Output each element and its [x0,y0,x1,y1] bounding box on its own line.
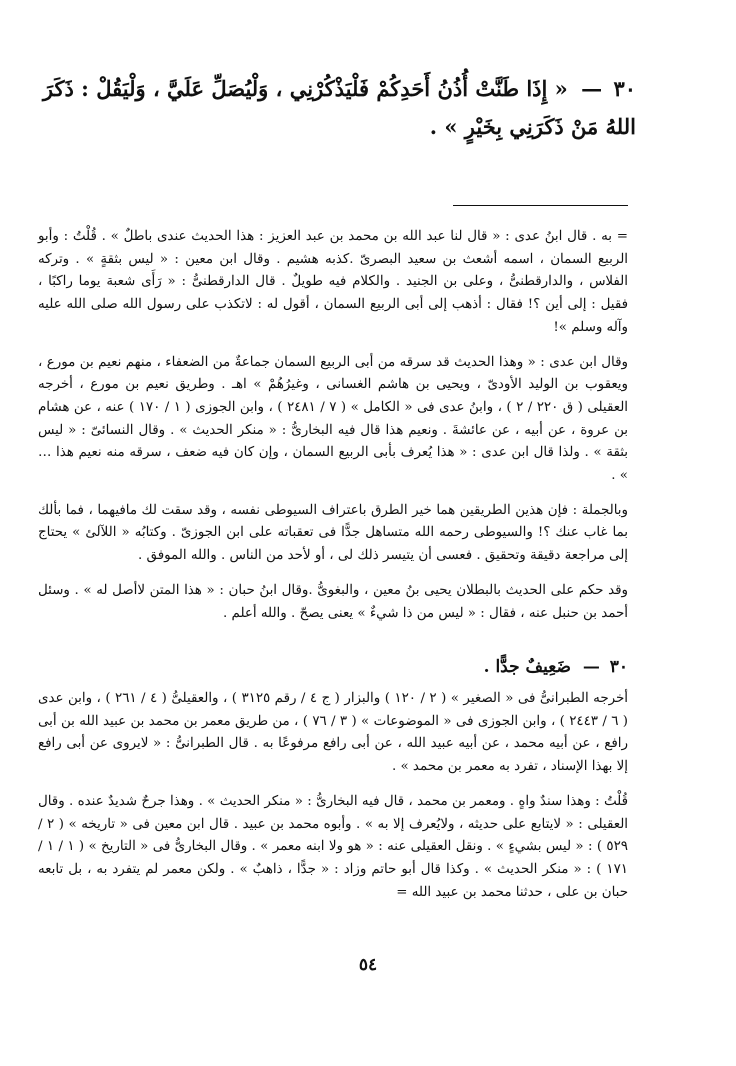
grade-number: ٣٠ [609,657,628,677]
page-number: ٥٤ [358,955,378,975]
grade-heading [38,654,628,680]
footnote-paragraph: وقد حكم على الحديث بالبطلان يحيى بنُ معين ، والبغوىُّ .وقال ابنُ حبان : « هذا المتن لاأصل له » . وسئل أحمد بن حنبل عنه ، فقال : « ليس من ذا شيءٌ » يعنى يصحّ . والله أعلم . [38,582,628,621]
hadith-text [36,70,636,146]
footnote-separator [453,205,628,206]
body-paragraph: أخرجه الطبرانىُّ فى « الصغير » ( ٢ / ١٢٠ ) والبزار ( ج ٤ / رقم ٣١٢٥ ) ، والعقيلىُّ ( ٤ / ٢٦١ ) ، وابن عدى ( ٦ / ٢٤٤٣ ) ، وابن الجوزى فى « الموضوعات » ( ٣ / ٧٦ ) ، من طريق معمر بن محمد بن عبيد الله بن أبى رافع ، عن أبيه محمد ، عن أبيه عبيد الله ، عن أبى رافع مرفوعًا به . قال الطبرانىُّ : « لايروى عن أبى رافع إلا بهذا الإسناد ، تفرد به معمر بن محمد » . [38,691,628,775]
hadith-matn: « إِذَا طَنَّتْ أُذُنُ أَحَدِكُمْ فَلْيَذْكُرْنِي ، وَلْيُصَلِّ عَلَيَّ ، وَلْيَقُلْ : ذَكَرَ اللهُ مَنْ ذَكَرَنِي بِخَيْرٍ » . [42,76,636,139]
footnotes [38,226,628,637]
grade-text: ضَعِيفٌ جدًّا . [483,657,571,677]
hadith-dash: — [581,76,603,101]
takhrij-body [38,688,628,916]
body-paragraph: قُلْتُ : وهذا سندٌ واهٍ . ومعمر بن محمد ، قال فيه البخارىُّ : « منكر الحديث » . وهذا جرحٌ شديدٌ عنده . وقال العقيلى : « لايتابع على حديثه ، ولايُعرف إلا به » . وأبوه محمد بن عبيد . قال ابن معين فى « تاريخه » ( ٢ / ٥٢٩ ) : « ليس بشيءٍ » . ونقل العقيلى عنه : « هو ولا ابنه معمر » . وقال البخارىُّ فى « التاريخ » ( ١ / ١ / ١٧١ ) : « منكر الحديث » . وكذا قال أبو حاتم وزاد : « جدًّا ، ذاهبٌ » . ولكن معمر لم يتفرد به ، بل تابعه حبان بن على ، حدثنا محمد بن عبيد الله = [38,793,628,900]
footnote-paragraph: وبالجملة : فإن هذين الطريقين هما خير الطرق باعتراف السيوطى نفسه ، وقد سقت لك مافيهما ، فما بألك بما غاب عنك ؟! والسيوطى رحمه الله متساهل جدًّا فى تعقباته على ابن الجوزىّ . وكتابُه « اللآلئ » يحتاج إلى مراجعة دقيقة وتحقيق . فعسى أن يتيسر ذلك لى ، أو لأحد من الناس . والله الموفق . [38,502,628,564]
hadith-number: ٣٠ [613,76,636,101]
grade-dash: — [582,657,600,677]
footnote-paragraph: = به . قال ابنُ عدى : « قال لنا عبد الله بن محمد بن عبد العزيز : هذا الحديث عندى باطلٌ » . قُلْتُ : وأبو الربيع السمان ، اسمه أشعث بن سعيد البصرىّ .كذبه هشيم . وقال ابن معين : « ليس بثقةٍ » . وتركه الفلاس ، والدارقطنىُّ ، وعلى بن الجنيد . والكلام فيه طويلٌ . قال الدارقطنىُّ : « رَأَى شعبة يوما راكبًا ، فقيل : إلى أين ؟! فقال : أذهب إلى أبى الربيع السمان ، أقول له : لاتكذب على رسول الله صلى الله عليه وآله وسلم »! [38,229,628,335]
footnote-paragraph: وقال ابن عدى : « وهذا الحديث قد سرقه من أبى الربيع السمان جماعةٌ من الضعفاء ، منهم نعيم بن مورع ، ويعقوب بن الوليد الأودىّ ، ويحيى بن هاشم الغسانى ، وغيرُهُمْ » اهـ . وطريق نعيم بن مورع ، أخرجه العقيلى ( ق ٢٢٠ / ٢ ) ، وابنُ عدى فى « الكامل » ( ٧ / ٢٤٨١ ) ، وابن الجوزى ( ١ / ١٧٠ ) عنه ، عن هشام بن عروة ، عن أبيه ، عن عائشةَ . ونعيم هذا قال فيه البخارىُّ : « منكر الحديث » . وقال النسائىّ : « ليس بثقة » . ولذا قال ابن عدى : « هذا يُعرف بأبى الربيع السمان ، وإن كان فيه ضعف ، سرقه منه نعيم هذا … » . [38,354,629,484]
